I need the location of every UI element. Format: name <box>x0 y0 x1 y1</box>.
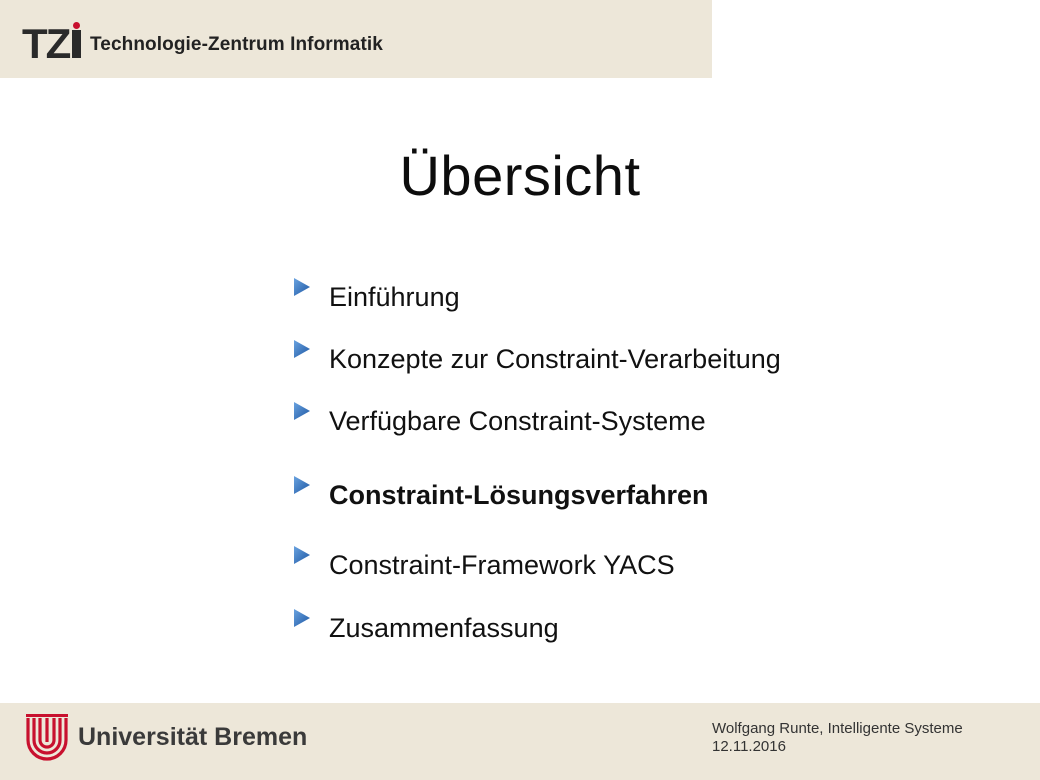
author-line: Wolfgang Runte, Intelligente Systeme <box>712 720 963 737</box>
bullet-arrow-icon <box>292 607 312 629</box>
bullet-label: Constraint-Framework YACS <box>329 550 675 580</box>
bullet-label-current: Constraint-Lösungsverfahren <box>329 480 709 510</box>
bullet-arrow-icon <box>292 544 312 566</box>
footer-meta <box>712 720 963 756</box>
bullet-arrow-icon <box>292 400 312 422</box>
bullet-arrow-icon <box>292 338 312 360</box>
bullet-label: Einführung <box>329 282 460 312</box>
svg-text:TZ: TZ <box>22 22 70 62</box>
tzi-logo-mark <box>22 22 84 62</box>
university-seal-icon <box>22 712 72 762</box>
tzi-logo <box>22 22 383 62</box>
date-line: 12.11.2016 <box>712 738 786 755</box>
bullet-label: Zusammenfassung <box>329 613 559 643</box>
bullet-label: Verfügbare Constraint-Systeme <box>329 406 706 436</box>
page-title: Übersicht <box>399 144 641 207</box>
bullet-arrow-icon <box>292 276 312 298</box>
bullet-arrow-icon <box>292 474 312 496</box>
bullet-label: Konzepte zur Constraint-Verarbeitung <box>329 344 781 374</box>
university-name: Universität Bremen <box>78 723 308 751</box>
organization-name: Technologie-Zentrum Informatik <box>90 34 383 55</box>
